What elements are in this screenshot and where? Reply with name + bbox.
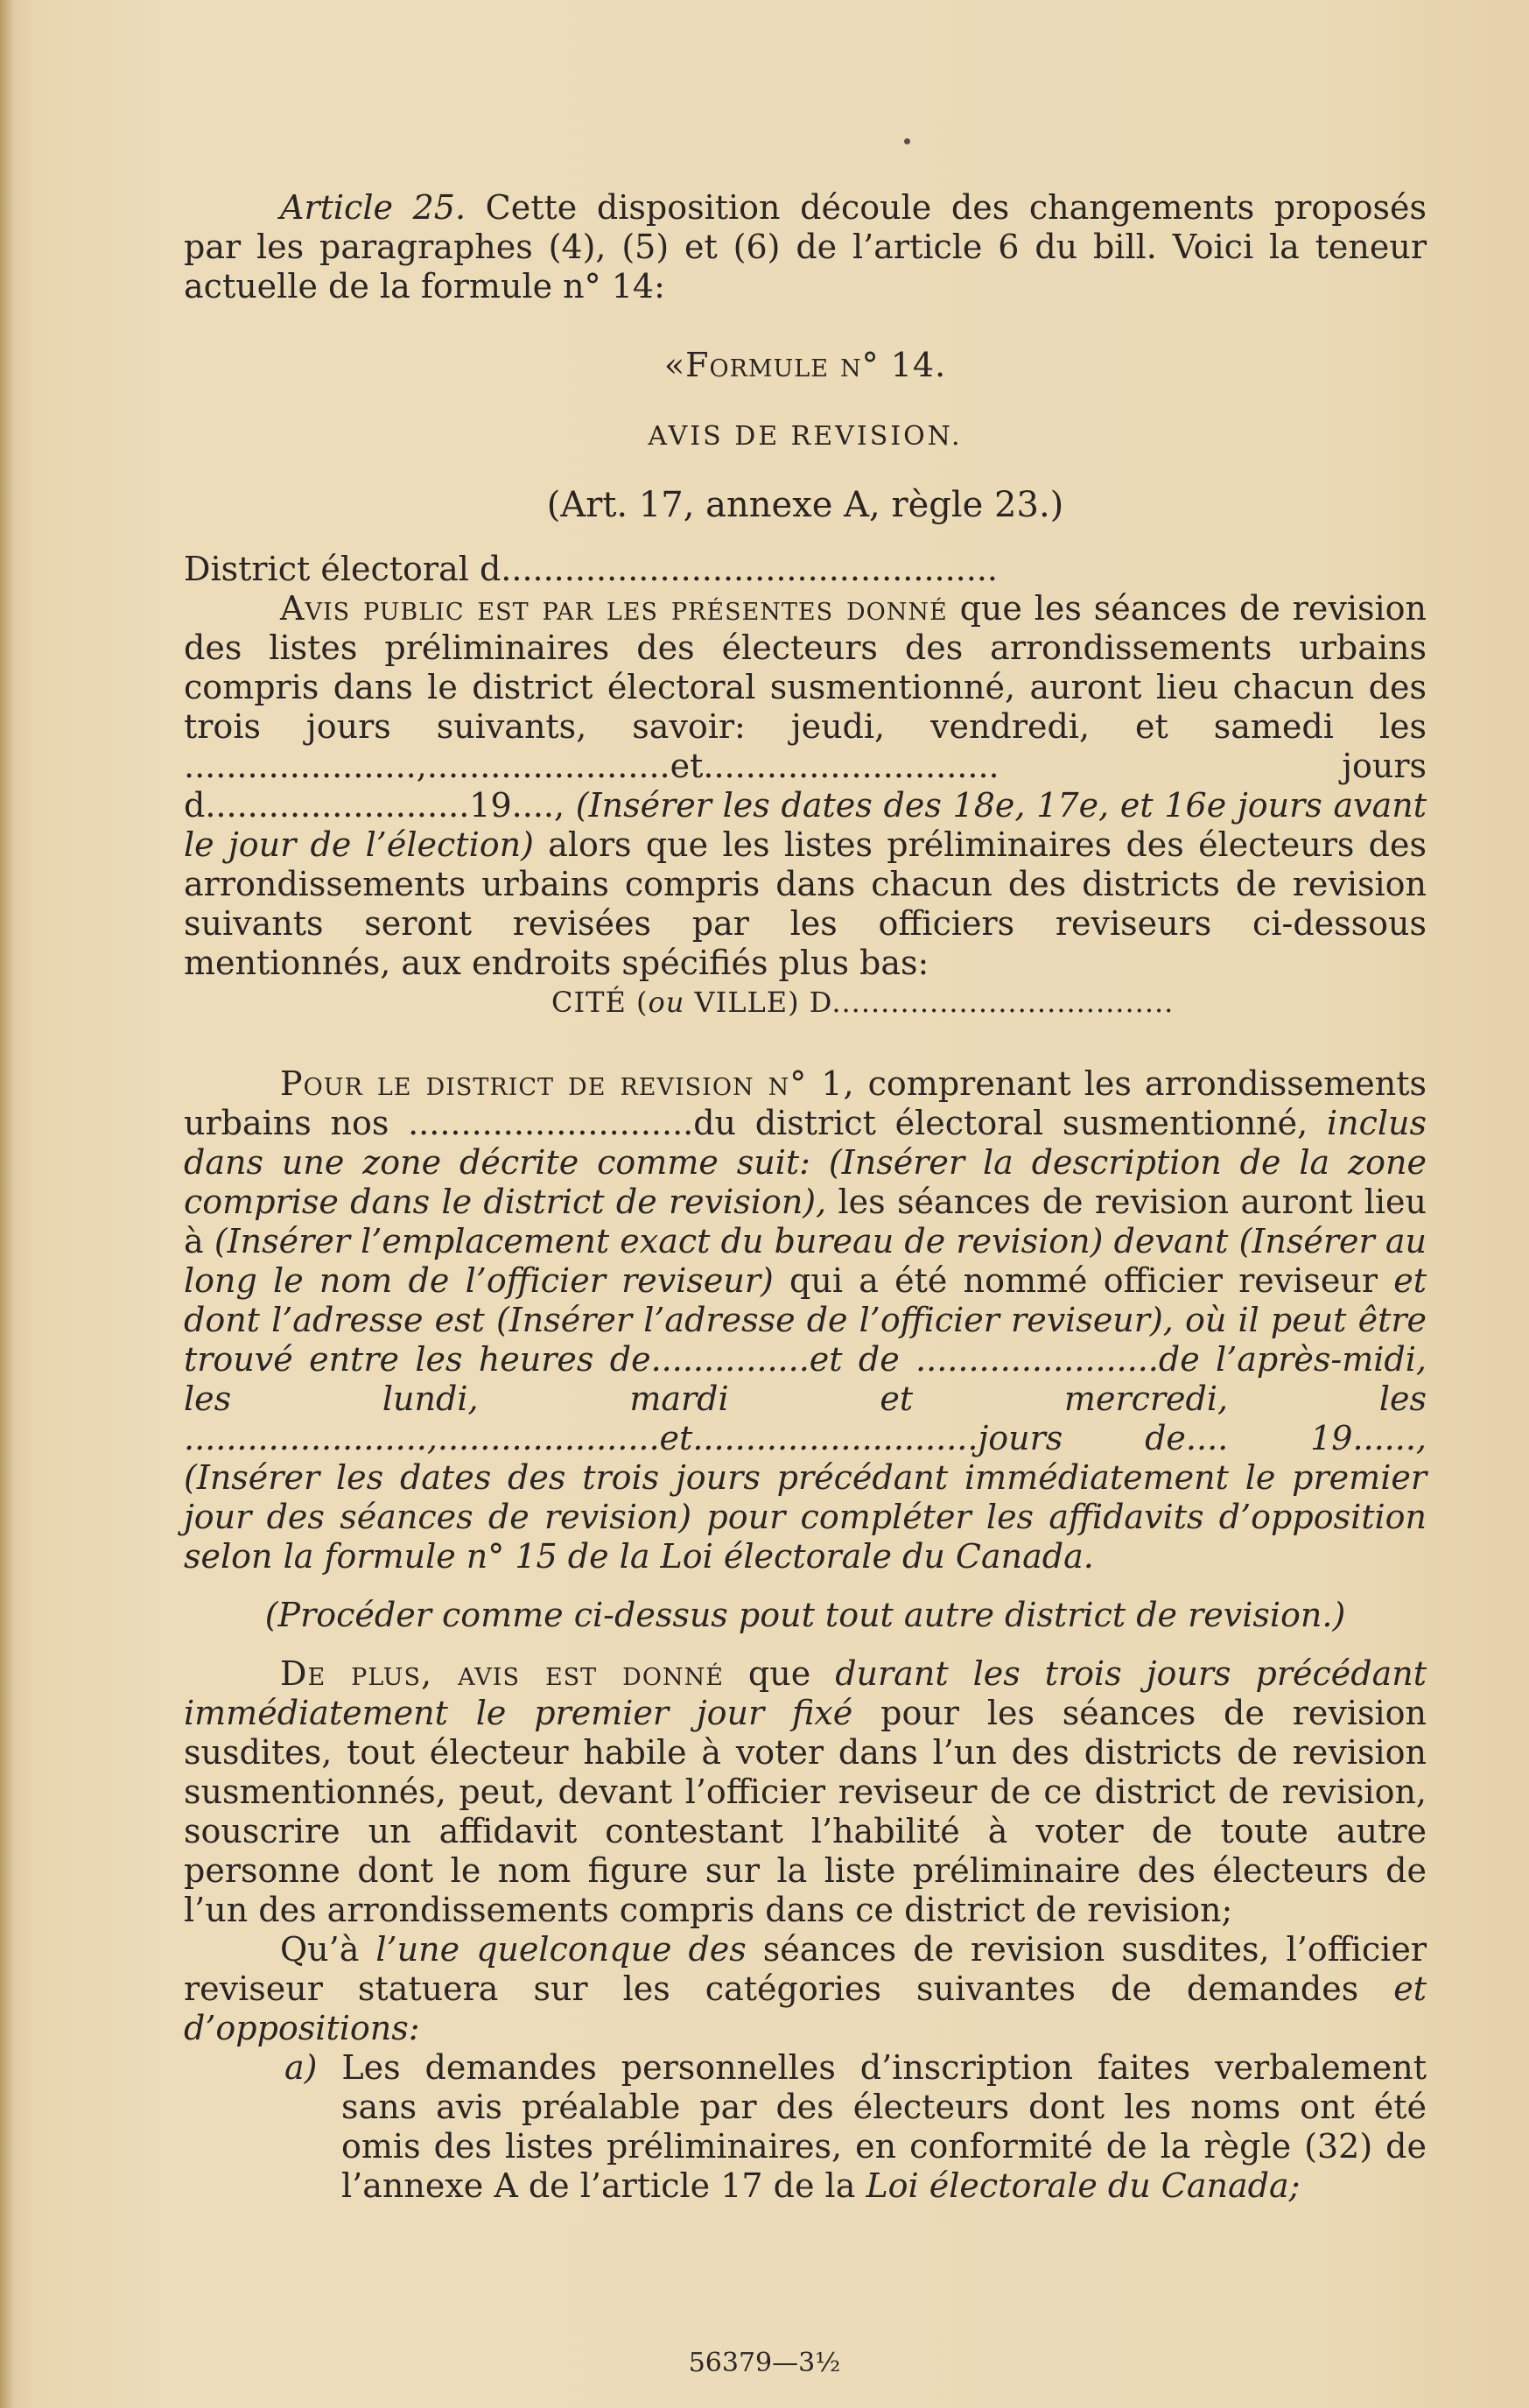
form-subtitle: AVIS DE REVISION.: [648, 421, 963, 452]
district-revision-paragraph: [184, 1064, 1427, 1576]
notice-paragraph: [184, 589, 1427, 983]
proceed-note: (Procéder comme ci-dessus pout tout autre district de revision.): [264, 1596, 1346, 1634]
notice-lead: Avis public est par les présentes donné: [280, 589, 948, 628]
city-suffix: VILLE) D...................................: [684, 986, 1175, 1019]
categories-italic1: l’une quelconque des: [359, 1930, 747, 1969]
page-edge: [0, 0, 12, 2408]
form-title: «Formule n° 14.: [663, 346, 947, 384]
city-ou: ou: [648, 986, 685, 1019]
categories-italic2: et d’oppositions:: [184, 1969, 1427, 2047]
notice-italic1: (Insérer les dates des 18e, 17e, et 16e jours avant le jour de l’élection): [184, 786, 1427, 864]
intro-text: Cette disposition découle des changements proposés par les paragraphes (4), (5) et (6) de l’article 6 du bill. Voici la teneur actuelle de la formule n° 14:: [184, 188, 1427, 305]
further-text2: pour les séances de revision susdites, tout électeur habile à voter dans l’un des districts de revision susmentionnés, peut, devant l’officier reviseur de ce district de revision, souscrire un affidavit contestant l’habilité à voter de toute autre personne dont le nom figure sur la liste préliminaire des électeurs de l’un des arrondissements compris dans ce district de revision;: [184, 1694, 1427, 1929]
categories-text2: séances de revision susdites, l’officier reviseur statuera sur les catégories suivantes de demandes: [184, 1930, 1427, 2008]
district-revision-text1: comprenant les arrondissements urbains nos ...........................du district électoral susmentionné,: [184, 1064, 1427, 1142]
district-revision-text2: les séances de revision auront lieu à: [184, 1183, 1427, 1260]
further-lead: De plus, avis est donné: [280, 1654, 724, 1693]
intro-paragraph: [184, 188, 1427, 306]
ink-speck: [904, 138, 910, 144]
district-revision-lead: Pour le district de revision n° 1,: [280, 1064, 855, 1103]
further-paragraph: [184, 1654, 1427, 1930]
list-item: [184, 2048, 1427, 2206]
district-revision-italic2: (Insérer l’emplacement exact du bureau de revision) devant (Insérer au long le nom de l’officier reviseur): [184, 1222, 1427, 1300]
district-line: District électoral d...............................................: [184, 550, 998, 588]
further-text1: que: [723, 1654, 811, 1693]
district-revision-text3: qui a été nommé officier reviseur: [773, 1261, 1378, 1300]
categories-text1: Qu’à: [280, 1930, 360, 1969]
city-line: [184, 983, 1427, 1022]
form-reference: (Art. 17, annexe A, règle 23.): [546, 485, 1064, 525]
categories-paragraph: [184, 1930, 1427, 2048]
item-a-text: Les demandes personnelles d’inscription faites verbalement sans avis préalable par des électeurs dont les noms ont été omis des listes préliminaires, en conformité de la règle (32) de l’annexe A de l’article 17 de la: [317, 2048, 1427, 2205]
district-revision-italic1: inclus dans une zone décrite comme suit: (Insérer la description de la zone comprise dans le district de revision),: [184, 1104, 1427, 1221]
article-label: Article 25.: [280, 188, 466, 227]
notice-text2: alors que les listes préliminaires des électeurs des arrondissements urbains compris dans chacun des districts de revision suivants seront revisées par les officiers reviseurs ci-dessous mentionnés, aux endroits spécifiés plus bas:: [184, 825, 1427, 982]
document-body: [184, 188, 1427, 2206]
further-italic1: durant les trois jours précédant immédiatement le premier jour fixé: [184, 1654, 1427, 1732]
page-footer-code: 56379—3½: [688, 2348, 841, 2378]
item-a-italic: Loi électorale du Canada;: [855, 2166, 1301, 2205]
item-a-label: a): [284, 2048, 318, 2087]
notice-text1: que les séances de revision des listes préliminaires des électeurs des arrondissements urbains compris dans le district électoral susmentionné, auront lieu chacun des trois jours suivants, savoir: jeudi, vendredi, et samedi les ......................,.......................et............................ jours d.........................19....,: [184, 589, 1427, 825]
district-revision-italic3: et dont l’adresse est (Insérer l’adresse de l’officier reviseur), où il peut être trouvé entre les heures de...............et de .......................de l’après-midi, les lundi, mardi et mercredi, les .......................,.....................et...........................jours de.... 19......, (Insérer les dates des trois jours précédant immédiatement le premier jour des séances de revision) pour compléter les affidavits d’opposition selon la formule n° 15 de la Loi électorale du Canada.: [184, 1261, 1427, 1576]
city-prefix: CITÉ (: [551, 986, 649, 1019]
